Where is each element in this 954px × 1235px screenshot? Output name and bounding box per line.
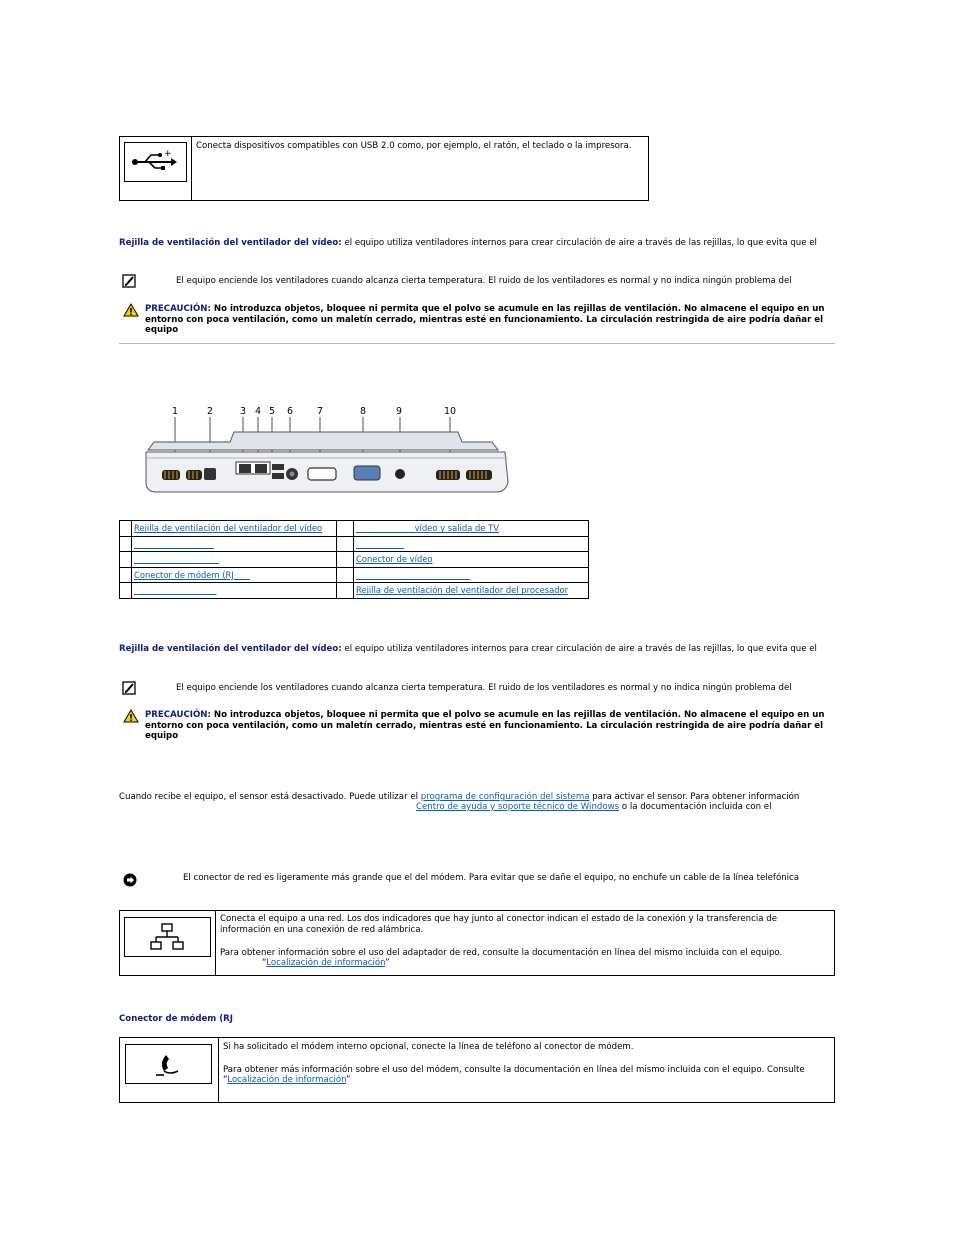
usb-description: Conecta dispositivos compatibles con USB 2.0 como, por ejemplo, el ratón, el teclado o la impresora. [196, 141, 632, 151]
caution-label-1: PRECAUCIÓN: [145, 304, 211, 314]
modem-connector-table [119, 1037, 835, 1103]
caution-triangle-icon [123, 709, 139, 723]
caution-paragraph-1 [145, 304, 840, 336]
legend-link[interactable]: vídeo y salida de TV [356, 523, 499, 534]
windows-help-link[interactable]: Centro de ayuda y soporte técnico de Windows [416, 802, 620, 812]
sensor-text-a: Cuando recibe el equipo, el sensor está desactivado. Puede utilizar el [119, 792, 421, 802]
table-row [120, 536, 589, 552]
callout-number: 4 [255, 406, 262, 417]
caution-paragraph-2 [145, 710, 840, 742]
table-row [120, 567, 589, 583]
usb-icon-cell [120, 137, 192, 200]
callout-number: 1 [172, 406, 179, 417]
callout-legend-table [119, 520, 589, 599]
vent-paragraph-2 [119, 644, 817, 654]
legend-link[interactable] [134, 539, 214, 549]
callout-number: 3 [240, 406, 247, 417]
sensor-paragraph-line1 [119, 792, 799, 802]
find-information-link[interactable]: Localización de información [227, 1075, 347, 1085]
phone-icon [126, 1045, 210, 1082]
legend-link[interactable]: Conector de vídeo [356, 554, 433, 565]
network-connector-table [119, 910, 835, 976]
system-setup-link[interactable]: programa de configuración del sistema [420, 792, 590, 802]
callout-number: 7 [317, 406, 324, 417]
sensor-text-c: o la documentación incluida con el [619, 802, 772, 812]
caution-triangle-icon [123, 303, 139, 317]
caution-text-2: No introduzca objetos, bloquee ni permita que el polvo se acumule en las rejillas de ventilación. No almacene el equipo en un entorno con poca ventilación, como un maletín cerrado, mientras esté en funcionamiento. La circulación restringida de aire podría dañar el equipo [145, 710, 825, 741]
legend-link[interactable]: Rejilla de ventilación del ventilador del procesador [356, 585, 569, 596]
usb-connector-table [119, 136, 649, 201]
modem-icon-frame [125, 1044, 212, 1084]
note-pencil-icon [122, 274, 136, 288]
vent-heading-1: Rejilla de ventilación del ventilador del vídeo: [119, 238, 342, 248]
vent-paragraph-1 [119, 238, 817, 248]
svg-text:+: + [164, 149, 172, 159]
callout-number: 8 [360, 406, 367, 417]
modem-heading: Conector de módem (RJ [119, 1014, 233, 1024]
legend-link[interactable]: Rejilla de ventilación del ventilador del vídeo [134, 523, 323, 534]
callout-number: 5 [269, 406, 276, 417]
sensor-paragraph-line2 [416, 802, 771, 812]
legend-link[interactable]: Conector de módem (RJ [134, 569, 250, 580]
sensor-text-b: para activar el sensor. Para obtener información [589, 792, 800, 802]
caution-label-2: PRECAUCIÓN: [145, 710, 211, 720]
callout-number: 2 [207, 406, 214, 417]
callout-number: 10 [444, 406, 457, 417]
table-row [120, 521, 589, 537]
note-pencil-icon [122, 681, 136, 695]
callout-number: 6 [287, 406, 294, 417]
vent-text-2: el equipo utiliza ventiladores internos para crear circulación de aire a través de las rejillas, lo que evita que el [341, 644, 817, 654]
network-reference: “Localización de información” [262, 958, 390, 968]
legend-link[interactable] [134, 554, 219, 564]
network-description-1: Conecta el equipo a una red. Los dos indicadores que hay junto al conector indican el estado de la conexión y la transferencia de información en una conexión de red alámbrica. [220, 914, 777, 935]
network-icon [125, 918, 209, 955]
find-information-link[interactable]: Localización de información [266, 958, 386, 968]
laptop-back-view-illustration [140, 402, 520, 500]
network-description-2: Para obtener información sobre el uso del adaptador de red, consulte la documentación en línea del mismo incluida con el equipo. [220, 948, 783, 958]
modem-description-1: Si ha solicitado el módem interno opcional, conecte la línea de teléfono al conector de módem. [223, 1042, 634, 1052]
usb-icon [125, 143, 185, 180]
note-text-1: El equipo enciende los ventiladores cuando alcanza cierta temperatura. El ruido de los ventiladores es normal y no indica ningún problema del [176, 276, 792, 286]
section-divider [119, 343, 835, 344]
caution-text-1: No introduzca objetos, bloquee ni permita que el polvo se acumule en las rejillas de ventilación. No almacene el equipo en un entorno con poca ventilación, como un maletín cerrado, mientras esté en funcionamiento. La circulación restringida de aire podría dañar el equipo [145, 304, 825, 335]
note-text-2: El equipo enciende los ventiladores cuando alcanza cierta temperatura. El ruido de los ventiladores es normal y no indica ningún problema del [176, 683, 792, 693]
network-icon-frame [124, 917, 211, 957]
vent-text-1: el equipo utiliza ventiladores internos para crear circulación de aire a través de las rejillas, lo que evita que el [341, 238, 817, 248]
modem-description-2: Para obtener más información sobre el uso del módem, consulte la documentación en línea del mismo incluida con el equipo. Consulte [223, 1065, 805, 1075]
vent-heading-2: Rejilla de ventilación del ventilador del vídeo: [119, 644, 342, 654]
table-row [120, 583, 589, 599]
network-icon-cell [120, 911, 216, 975]
usb-icon-frame [124, 142, 187, 182]
table-row [120, 552, 589, 568]
legend-link[interactable] [356, 539, 404, 549]
legend-link[interactable] [134, 585, 217, 595]
modem-reference: “Localización de información” [223, 1075, 351, 1085]
notice-arrow-icon [123, 873, 137, 887]
notice-text: El conector de red es ligeramente más grande que el del módem. Para evitar que se dañe el equipo, no enchufe un cable de la línea telefónica [183, 873, 800, 883]
legend-link[interactable] [356, 570, 470, 580]
callout-number: 9 [396, 406, 403, 417]
modem-icon-cell [120, 1038, 219, 1102]
